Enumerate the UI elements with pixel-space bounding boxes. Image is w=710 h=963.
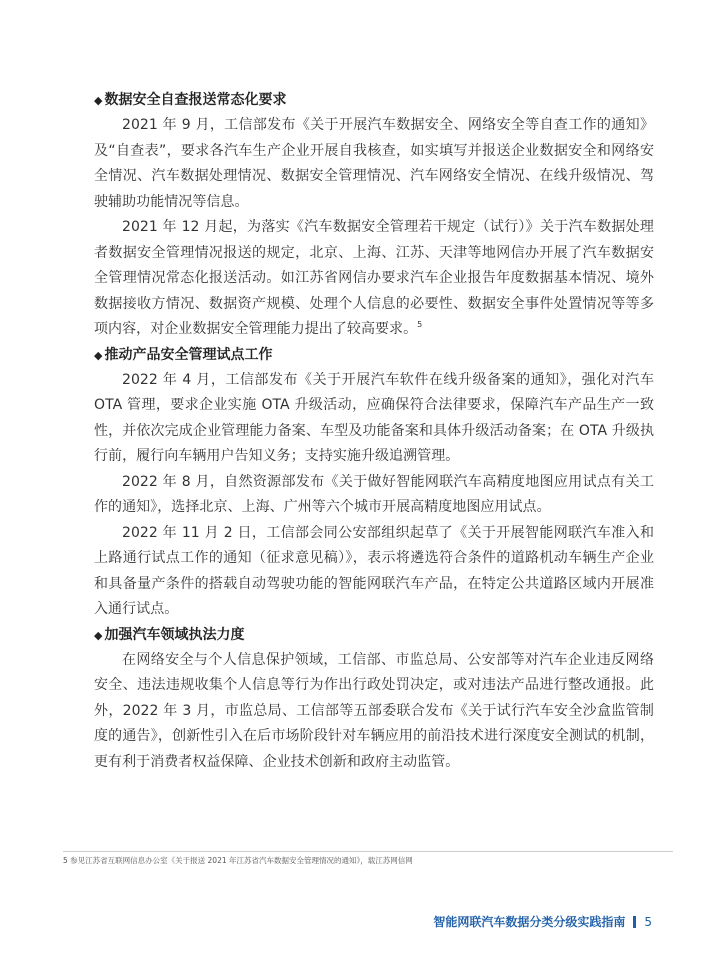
page-number: 5 <box>644 914 652 929</box>
paragraph <box>94 470 654 521</box>
footer-divider-bar <box>633 916 636 928</box>
section-heading-text: 数据安全自查报送常态化要求 <box>104 92 287 108</box>
diamond-bullet-icon: ◆ <box>94 628 103 642</box>
paragraph <box>94 368 654 470</box>
diamond-bullet-icon: ◆ <box>94 348 103 362</box>
paragraph-text: 2021 年 12 月起，为落实《汽车数据安全管理若干规定（试行）》关于汽车数据处理者数据安全管理情况报送的规定，北京、上海、江苏、天津等地网信办开展了汽车数据安全管理情况常态化报送活动。如江苏省网信办要求汽车企业报告年度数据基本情况、境外数据接收方情况、数据资产规模、处理个人信息的必要性、数据安全事件处置情况等等多项内容，对企业数据安全管理能力提出了较高要求。 <box>94 219 654 337</box>
footnote-reference[interactable]: 5 <box>417 320 423 329</box>
paragraph-text: 2022 年 11 月 2 日，工信部会同公安部组织起草了《关于开展智能网联汽车准入和上路通行试点工作的通知（征求意见稿）》，表示将遴选符合条件的道路机动车辆生产企业和具备量产条件的搭载自动驾驶功能的智能网联汽车产品，在特定公共道路区域内开展准入通行试点。 <box>94 524 654 617</box>
section-heading <box>94 88 654 113</box>
paragraph-text: 在网络安全与个人信息保护领域，工信部、市监总局、公安部等对汽车企业违反网络安全、违法违规收集个人信息等行为作出行政处罚决定，或对违法产品进行整改通报。此外，2022 年 3 月，市监总局、工信部等五部委联合发布《关于试行汽车安全沙盒监管制度的通告》，创新性引入在后市场阶段针对车辆应用的前沿技术进行深度安全测试的机制，更有利于消费者权益保障、企业技术创新和政府主动监管。 <box>94 651 654 770</box>
paragraph <box>94 215 654 343</box>
paragraph <box>94 113 654 215</box>
footnote: 5 参见江苏省互联网信息办公室《关于报送 2021 年江苏省汽车数据安全管理情况的通知》，载江苏网信网 <box>63 856 413 865</box>
diamond-bullet-icon: ◆ <box>94 94 103 107</box>
main-content <box>94 88 654 775</box>
paragraph-text: 2022 年 4 月，工信部发布《关于开展汽车软件在线升级备案的通知》，强化对汽车OTA 管理，要求企业实施 OTA 升级活动，应确保符合法律要求，保障汽车产品生产一致性，并依次完成企业管理能力备案、车型及功能备案和具体升级活动备案；在 OTA 升级执行前，履行向车辆用户告知义务；支持实施升级追溯管理。 <box>94 371 654 464</box>
paragraph <box>94 648 654 776</box>
footnote-divider <box>63 851 673 852</box>
section-heading <box>94 343 654 368</box>
paragraph <box>94 521 654 623</box>
section-heading <box>94 623 654 648</box>
page-footer <box>433 913 652 930</box>
footer-title: 智能网联汽车数据分类分级实践指南 <box>433 915 626 929</box>
section-heading-text: 加强汽车领域执法力度 <box>104 626 245 643</box>
paragraph-text: 2021 年 9 月，工信部发布《关于开展汽车数据安全、网络安全等自查工作的通知》及“自查表”，要求各汽车生产企业开展自我核查，如实填写并报送企业数据安全和网络安全情况、汽车数据处理情况、数据安全管理情况、汽车网络安全情况、在线升级情况、驾驶辅助功能情况等信息。 <box>94 117 654 210</box>
section-heading-text: 推动产品安全管理试点工作 <box>104 346 273 363</box>
paragraph-text: 2022 年 8 月，自然资源部发布《关于做好智能网联汽车高精度地图应用试点有关工作的通知》，选择北京、上海、广州等六个城市开展高精度地图应用试点。 <box>94 473 654 515</box>
